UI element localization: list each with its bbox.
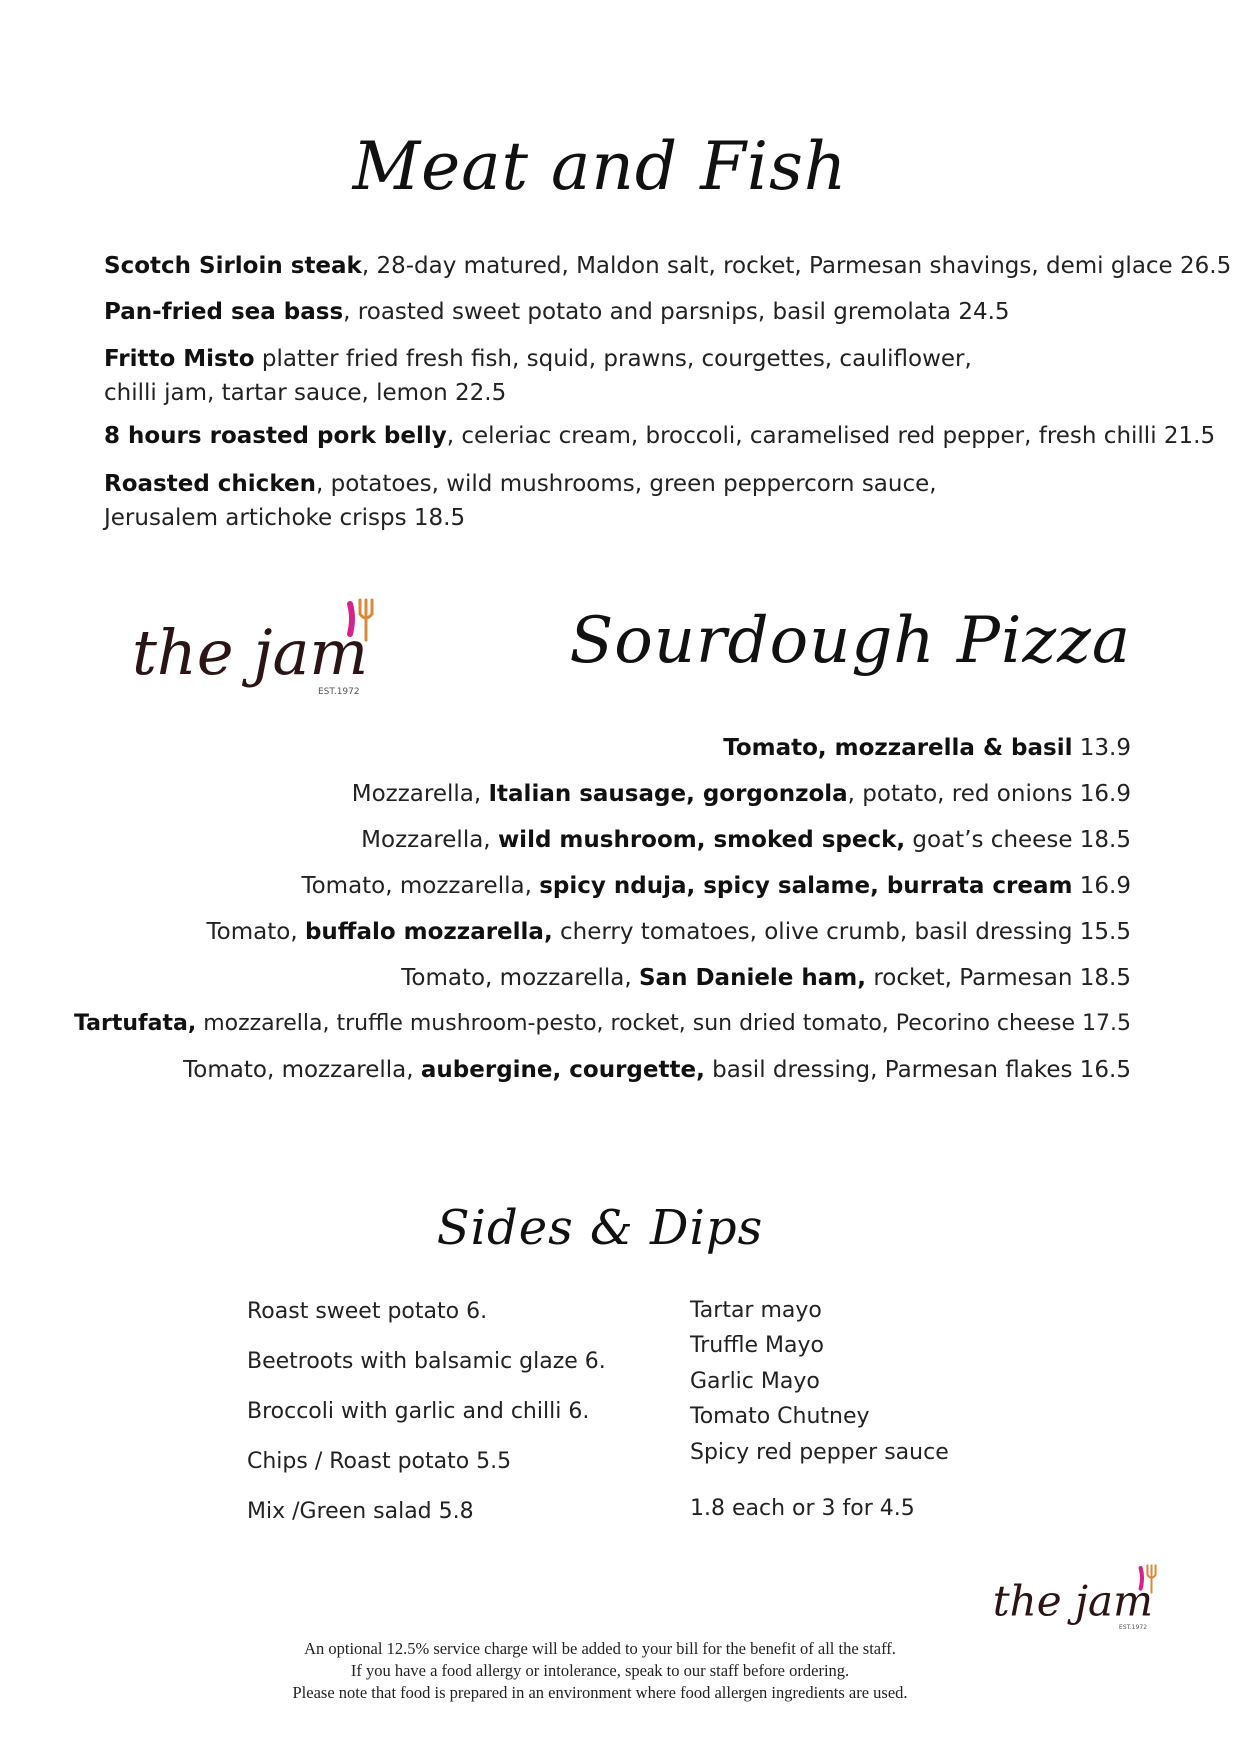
item-name: 8 hours roasted pork belly <box>104 423 447 449</box>
pizza-item-highlight: Italian sausage, gorgonzola <box>488 781 848 807</box>
pizza-item-highlight: Tomato, mozzarella & basil <box>723 735 1073 761</box>
pizza-item-rest: basil dressing, Parmesan flakes 16.5 <box>704 1057 1131 1083</box>
logo-spoon-icon <box>350 604 352 634</box>
item-name: Scotch Sirloin steak <box>104 253 362 279</box>
item-desc: , potatoes, wild mushrooms, green peppercorn sauce, <box>315 471 937 497</box>
allergy-note: If you have a food allergy or intolerance, speak to our staff before ordering. <box>350 1661 850 1680</box>
pizza-item-rest: mozzarella, truffle mushroom-pesto, rocket, sun dried tomato, Pecorino cheese 17.5 <box>196 1011 1131 1036</box>
service-charge-note: An optional 12.5% service charge will be added to your bill for the benefit of all the staff. <box>304 1639 896 1658</box>
sides-title: Sides & Dips <box>436 1200 764 1256</box>
logo-est: EST.1972 <box>318 687 360 697</box>
dip-item: Truffle Mayo <box>690 1333 824 1358</box>
menu-item <box>104 419 1215 453</box>
logo-wordmark: the jam <box>132 616 369 689</box>
item-desc: , roasted sweet potato and parsnips, basil gremolata 24.5 <box>343 299 1010 325</box>
pizza-item-highlight: Tartufata, <box>74 1011 197 1036</box>
pizza-item-base: Tomato, mozzarella, <box>301 873 540 899</box>
pizza-item-highlight: buffalo mozzarella, <box>304 919 553 945</box>
menu-item <box>104 295 1010 329</box>
item-desc: platter fried fresh fish, squid, prawns, courgettes, cauliflower, <box>254 346 972 372</box>
pizza-item-highlight: wild mushroom, smoked speck, <box>497 827 906 853</box>
dip-item: Tartar mayo <box>690 1298 822 1323</box>
pizza-item <box>352 777 1131 811</box>
side-item: Mix /Green salad 5.8 <box>247 1499 474 1524</box>
dip-item: Garlic Mayo <box>690 1369 820 1394</box>
logo-wordmark: the jam <box>992 1576 1153 1626</box>
meat-fish-title: Meat and Fish <box>352 128 848 205</box>
side-item: Broccoli with garlic and chilli 6. <box>247 1399 590 1424</box>
item-name: Pan-fried sea bass <box>104 299 344 325</box>
logo-the-jam <box>128 592 408 732</box>
pizza-item <box>207 915 1131 949</box>
menu-item <box>104 342 972 410</box>
pizza-item-rest: goat’s cheese 18.5 <box>905 827 1131 853</box>
menu-item <box>104 249 1231 283</box>
pizza-item <box>301 869 1131 903</box>
pizza-item <box>723 731 1131 765</box>
pizza-item-rest: 13.9 <box>1072 735 1131 761</box>
pizza-item-rest: cherry tomatoes, olive crumb, basil dressing 15.5 <box>552 919 1131 945</box>
item-name: Fritto Misto <box>104 346 255 372</box>
logo-graphic <box>128 592 408 732</box>
pizza-item-base: Mozzarella, <box>351 781 489 807</box>
pizza-item-rest: 16.9 <box>1072 873 1131 899</box>
dip-item: Spicy red pepper sauce <box>690 1440 949 1465</box>
pizza-item <box>361 823 1131 857</box>
pizza-item-base: Tomato, <box>206 919 305 945</box>
item-desc-line2: Jerusalem artichoke crisps 18.5 <box>104 505 466 531</box>
item-desc: , 28-day matured, Maldon salt, rocket, Parmesan shavings, demi glace 26.5 <box>361 253 1232 279</box>
dips-price: 1.8 each or 3 for 4.5 <box>690 1496 915 1521</box>
pizza-item <box>401 961 1131 995</box>
pizza-item-base: Tomato, mozzarella, <box>183 1057 421 1083</box>
dip-item: Tomato Chutney <box>690 1404 870 1429</box>
pizza-title: Sourdough Pizza <box>569 604 1131 678</box>
pizza-item-highlight: San Daniele ham, <box>638 965 867 991</box>
pizza-item-rest: , potato, red onions 16.9 <box>847 781 1131 807</box>
pizza-item-base: Mozzarella, <box>361 827 498 853</box>
pizza-item-highlight: spicy nduja, spicy salame, burrata cream <box>539 873 1073 899</box>
item-desc-line2: chilli jam, tartar sauce, lemon 22.5 <box>104 380 507 406</box>
footer-notes <box>0 1638 1200 1704</box>
side-item: Chips / Roast potato 5.5 <box>247 1449 512 1474</box>
item-desc: , celeriac cream, broccoli, caramelised red pepper, fresh chilli 21.5 <box>446 423 1216 449</box>
pizza-item <box>74 1007 1131 1041</box>
pizza-item <box>183 1053 1131 1087</box>
side-item: Roast sweet potato 6. <box>247 1299 488 1324</box>
pizza-item-rest: rocket, Parmesan 18.5 <box>866 965 1131 991</box>
pizza-item-base: Tomato, mozzarella, <box>401 965 639 991</box>
menu-item <box>104 467 937 535</box>
side-item: Beetroots with balsamic glaze 6. <box>247 1349 606 1374</box>
logo-est: EST.1972 <box>1118 1624 1148 1632</box>
logo-spoon-icon <box>1141 1568 1142 1588</box>
allergen-environment-note: Please note that food is prepared in an environment where food allergen ingredients are used. <box>292 1683 908 1702</box>
pizza-item-highlight: aubergine, courgette, <box>420 1057 705 1083</box>
item-name: Roasted chicken <box>104 471 316 497</box>
